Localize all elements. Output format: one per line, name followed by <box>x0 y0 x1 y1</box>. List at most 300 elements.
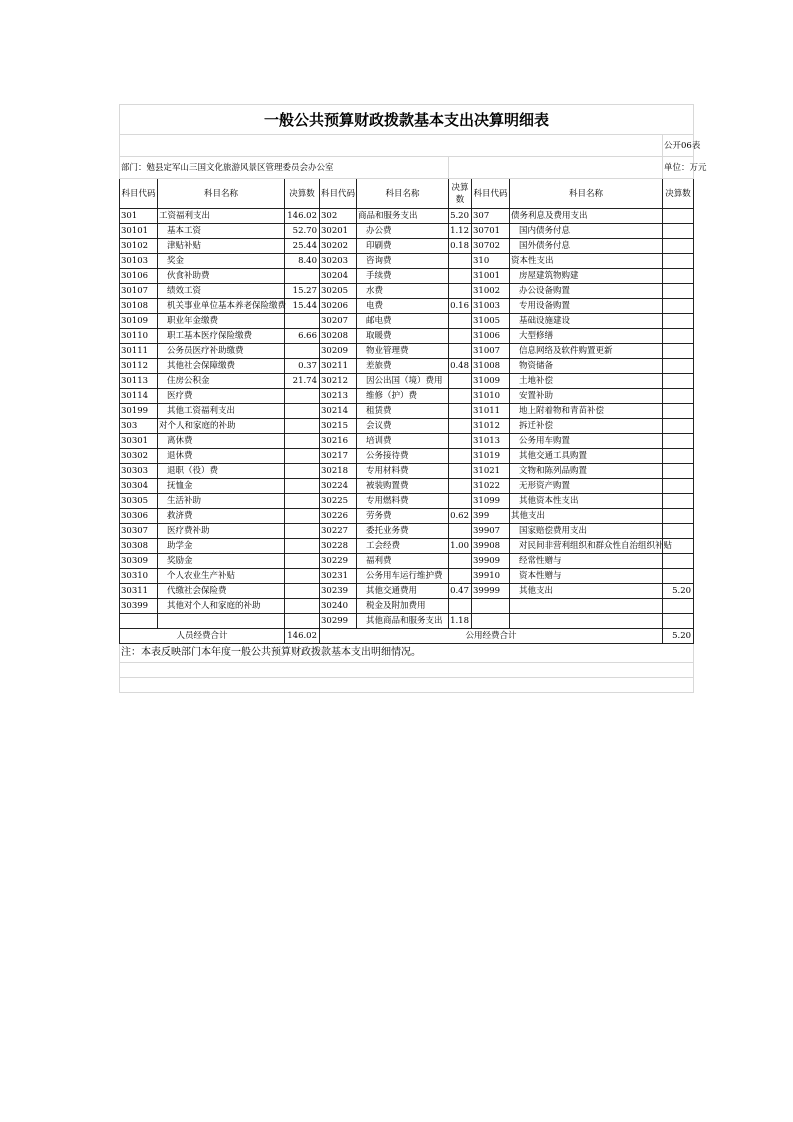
table-row <box>120 494 694 509</box>
cell-code: 30302 <box>120 449 158 464</box>
cell-amount <box>449 569 472 584</box>
cell-name: 专用设备购置 <box>510 299 663 314</box>
cell-name: 其他交通工具购置 <box>510 449 663 464</box>
header-name: 科目名称 <box>357 179 449 209</box>
cell-name: 基础设施建设 <box>510 314 663 329</box>
table-row <box>120 224 694 239</box>
cell-code: 30225 <box>320 494 357 509</box>
table-row <box>120 464 694 479</box>
cell-amount <box>285 434 320 449</box>
cell-amount <box>285 419 320 434</box>
cell-amount: 25.44 <box>285 239 320 254</box>
cell-code: 31099 <box>472 494 510 509</box>
cell-name: 土地补偿 <box>510 374 663 389</box>
cell-amount <box>285 509 320 524</box>
cell-code: 30231 <box>320 569 357 584</box>
cell-name: 物资储备 <box>510 359 663 374</box>
cell-name: 培训费 <box>357 434 449 449</box>
cell-amount <box>663 299 694 314</box>
cell-code: 30211 <box>320 359 357 374</box>
table-row <box>120 359 694 374</box>
cell-code: 30111 <box>120 344 158 359</box>
cell-amount <box>285 479 320 494</box>
cell-name: 公务用车购置 <box>510 434 663 449</box>
cell-name: 物业管理费 <box>357 344 449 359</box>
cell-name: 其他社会保障缴费 <box>158 359 285 374</box>
table-row <box>120 239 694 254</box>
cell-amount <box>449 269 472 284</box>
page-title: 一般公共预算财政拨款基本支出决算明细表 <box>120 105 694 135</box>
cell-amount <box>663 224 694 239</box>
cell-code: 30399 <box>120 599 158 614</box>
cell-code: 30239 <box>320 584 357 599</box>
cell-name: 医疗费补助 <box>158 524 285 539</box>
cell-amount <box>663 494 694 509</box>
table-row <box>120 434 694 449</box>
cell-name: 经常性赠与 <box>510 554 663 569</box>
cell-amount <box>285 569 320 584</box>
cell-name: 劳务费 <box>357 509 449 524</box>
cell-name: 退休费 <box>158 449 285 464</box>
cell-name: 生活补助 <box>158 494 285 509</box>
cell-code: 30215 <box>320 419 357 434</box>
cell-code: 30218 <box>320 464 357 479</box>
cell-code: 31013 <box>472 434 510 449</box>
cell-code: 30102 <box>120 239 158 254</box>
cell-code: 30112 <box>120 359 158 374</box>
header-name: 科目名称 <box>158 179 285 209</box>
cell-code: 30108 <box>120 299 158 314</box>
table-row <box>120 599 694 614</box>
cell-amount <box>663 269 694 284</box>
cell-amount <box>449 419 472 434</box>
cell-code: 30214 <box>320 404 357 419</box>
cell-code: 30212 <box>320 374 357 389</box>
cell-amount <box>663 374 694 389</box>
cell-amount <box>285 584 320 599</box>
cell-code: 31011 <box>472 404 510 419</box>
cell-code: 30216 <box>320 434 357 449</box>
table-row <box>120 584 694 599</box>
cell-name: 个人农业生产补贴 <box>158 569 285 584</box>
cell-name: 公务员医疗补助缴费 <box>158 344 285 359</box>
cell-name: 其他资本性支出 <box>510 494 663 509</box>
cell-amount <box>449 449 472 464</box>
cell-amount: 1.12 <box>449 224 472 239</box>
cell-name: 电费 <box>357 299 449 314</box>
cell-name: 公务接待费 <box>357 449 449 464</box>
personnel-total-label: 人员经费合计 <box>120 629 285 644</box>
cell-name <box>510 599 663 614</box>
table-header-row <box>120 179 694 209</box>
cell-amount <box>663 404 694 419</box>
cell-amount <box>449 344 472 359</box>
cell-code: 31003 <box>472 299 510 314</box>
table-row <box>120 254 694 269</box>
totals-row <box>120 629 694 644</box>
cell-amount: 15.27 <box>285 284 320 299</box>
cell-code: 30204 <box>320 269 357 284</box>
cell-code: 30303 <box>120 464 158 479</box>
cell-amount <box>285 344 320 359</box>
cell-code: 310 <box>472 254 510 269</box>
cell-code: 30213 <box>320 389 357 404</box>
header-amount: 决算数 <box>663 179 694 209</box>
cell-amount <box>449 404 472 419</box>
cell-code: 39908 <box>472 539 510 554</box>
cell-name: 对个人和家庭的补助 <box>158 419 285 434</box>
cell-code: 30227 <box>320 524 357 539</box>
cell-code: 30103 <box>120 254 158 269</box>
table-row <box>120 299 694 314</box>
cell-amount <box>285 494 320 509</box>
cell-amount <box>663 419 694 434</box>
cell-code: 30299 <box>320 614 357 629</box>
public-total-label: 公用经费合计 <box>320 629 663 644</box>
cell-code: 30229 <box>320 554 357 569</box>
cell-code: 30224 <box>320 479 357 494</box>
cell-name: 专用燃料费 <box>357 494 449 509</box>
cell-amount <box>285 554 320 569</box>
table-row <box>120 269 694 284</box>
cell-code: 31022 <box>472 479 510 494</box>
cell-amount: 5.20 <box>663 584 694 599</box>
cell-code: 31001 <box>472 269 510 284</box>
public-total-value: 5.20 <box>663 629 694 644</box>
cell-name: 伙食补助费 <box>158 269 285 284</box>
cell-code: 30304 <box>120 479 158 494</box>
header-code: 科目代码 <box>120 179 158 209</box>
cell-code: 30101 <box>120 224 158 239</box>
cell-name: 房屋建筑物购建 <box>510 269 663 284</box>
cell-amount <box>663 434 694 449</box>
cell-code <box>472 599 510 614</box>
cell-code <box>120 614 158 629</box>
cell-amount <box>285 599 320 614</box>
cell-name <box>158 614 285 629</box>
table-row <box>120 314 694 329</box>
cell-amount <box>449 314 472 329</box>
cell-name: 公务用车运行维护费 <box>357 569 449 584</box>
cell-name: 水费 <box>357 284 449 299</box>
cell-code: 39910 <box>472 569 510 584</box>
cell-name: 离休费 <box>158 434 285 449</box>
cell-amount: 5.20 <box>449 209 472 224</box>
cell-amount <box>663 359 694 374</box>
cell-code: 39999 <box>472 584 510 599</box>
cell-amount: 1.00 <box>449 539 472 554</box>
cell-name: 债务利息及费用支出 <box>510 209 663 224</box>
cell-name: 差旅费 <box>357 359 449 374</box>
cell-name: 资本性支出 <box>510 254 663 269</box>
cell-code: 30306 <box>120 509 158 524</box>
cell-code: 30307 <box>120 524 158 539</box>
table-row <box>120 284 694 299</box>
cell-amount <box>449 494 472 509</box>
cell-name: 文物和陈列品购置 <box>510 464 663 479</box>
cell-name: 基本工资 <box>158 224 285 239</box>
cell-name: 拆迁补偿 <box>510 419 663 434</box>
department-label: 部门：勉县定军山三国文化旅游风景区管理委员会办公室 <box>120 157 449 179</box>
cell-name: 税金及附加费用 <box>357 599 449 614</box>
cell-name: 商品和服务支出 <box>357 209 449 224</box>
cell-amount: 0.48 <box>449 359 472 374</box>
cell-name: 被装购置费 <box>357 479 449 494</box>
cell-code: 31010 <box>472 389 510 404</box>
table-row <box>120 329 694 344</box>
cell-amount: 21.74 <box>285 374 320 389</box>
cell-amount <box>285 524 320 539</box>
cell-amount <box>285 269 320 284</box>
cell-amount <box>449 434 472 449</box>
table-row <box>120 209 694 224</box>
cell-name: 信息网络及软件购置更新 <box>510 344 663 359</box>
cell-code: 31008 <box>472 359 510 374</box>
cell-code: 31005 <box>472 314 510 329</box>
cell-name: 工资福利支出 <box>158 209 285 224</box>
cell-name: 机关事业单位基本养老保险缴费 <box>158 299 285 314</box>
cell-code: 30309 <box>120 554 158 569</box>
cell-code: 30226 <box>320 509 357 524</box>
cell-amount: 0.62 <box>449 509 472 524</box>
cell-name: 大型修缮 <box>510 329 663 344</box>
cell-name: 福利费 <box>357 554 449 569</box>
cell-code: 31007 <box>472 344 510 359</box>
cell-code: 30106 <box>120 269 158 284</box>
cell-code: 30308 <box>120 539 158 554</box>
table-row <box>120 374 694 389</box>
cell-amount: 15.44 <box>285 299 320 314</box>
cell-code: 30203 <box>320 254 357 269</box>
cell-amount: 146.02 <box>285 209 320 224</box>
cell-name: 救济费 <box>158 509 285 524</box>
cell-name: 地上附着物和青苗补偿 <box>510 404 663 419</box>
cell-name: 助学金 <box>158 539 285 554</box>
cell-name: 奖金 <box>158 254 285 269</box>
cell-code: 31009 <box>472 374 510 389</box>
cell-amount <box>663 344 694 359</box>
unit-label: 单位：万元 <box>663 157 694 179</box>
table-row <box>120 449 694 464</box>
cell-code: 30205 <box>320 284 357 299</box>
cell-amount <box>663 569 694 584</box>
cell-amount <box>663 599 694 614</box>
cell-amount <box>449 599 472 614</box>
table-row <box>120 569 694 584</box>
cell-code <box>472 614 510 629</box>
cell-amount <box>663 254 694 269</box>
cell-code: 30201 <box>320 224 357 239</box>
cell-name: 办公费 <box>357 224 449 239</box>
personnel-total-value: 146.02 <box>285 629 320 644</box>
cell-name: 津贴补贴 <box>158 239 285 254</box>
cell-code: 30228 <box>320 539 357 554</box>
cell-code: 30311 <box>120 584 158 599</box>
cell-amount: 1.18 <box>449 614 472 629</box>
cell-name: 国家赔偿费用支出 <box>510 524 663 539</box>
cell-code: 30209 <box>320 344 357 359</box>
cell-amount <box>449 389 472 404</box>
cell-name: 其他工资福利支出 <box>158 404 285 419</box>
cell-amount <box>663 284 694 299</box>
header-code: 科目代码 <box>320 179 357 209</box>
cell-name: 职工基本医疗保险缴费 <box>158 329 285 344</box>
cell-name: 印刷费 <box>357 239 449 254</box>
cell-amount: 0.18 <box>449 239 472 254</box>
cell-code: 30199 <box>120 404 158 419</box>
table-row <box>120 419 694 434</box>
cell-amount <box>285 404 320 419</box>
cell-code: 30305 <box>120 494 158 509</box>
cell-amount <box>663 554 694 569</box>
header-code: 科目代码 <box>472 179 510 209</box>
cell-code: 30301 <box>120 434 158 449</box>
cell-name: 国外债务付息 <box>510 239 663 254</box>
table-row <box>120 509 694 524</box>
cell-code: 30113 <box>120 374 158 389</box>
cell-name: 绩效工资 <box>158 284 285 299</box>
cell-amount <box>663 314 694 329</box>
cell-code: 30208 <box>320 329 357 344</box>
cell-name: 维修（护）费 <box>357 389 449 404</box>
cell-name: 邮电费 <box>357 314 449 329</box>
cell-code: 303 <box>120 419 158 434</box>
cell-amount <box>285 539 320 554</box>
cell-amount: 6.66 <box>285 329 320 344</box>
cell-name: 会议费 <box>357 419 449 434</box>
cell-code: 30107 <box>120 284 158 299</box>
table-row <box>120 614 694 629</box>
cell-code: 39907 <box>472 524 510 539</box>
table-row <box>120 524 694 539</box>
cell-amount <box>663 464 694 479</box>
cell-amount <box>449 329 472 344</box>
cell-code: 30702 <box>472 239 510 254</box>
cell-amount: 0.47 <box>449 584 472 599</box>
cell-name: 取暖费 <box>357 329 449 344</box>
cell-name: 退职（役）费 <box>158 464 285 479</box>
table-row <box>120 539 694 554</box>
cell-code: 301 <box>120 209 158 224</box>
cell-name: 对民间非营利组织和群众性自治组织补贴 <box>510 539 663 554</box>
cell-name: 医疗费 <box>158 389 285 404</box>
cell-name: 职业年金缴费 <box>158 314 285 329</box>
cell-amount <box>663 614 694 629</box>
cell-code: 399 <box>472 509 510 524</box>
cell-code: 307 <box>472 209 510 224</box>
cell-code: 30206 <box>320 299 357 314</box>
cell-name: 其他支出 <box>510 584 663 599</box>
cell-code: 31002 <box>472 284 510 299</box>
report-sheet <box>119 104 707 693</box>
cell-amount <box>449 254 472 269</box>
cell-name: 资本性赠与 <box>510 569 663 584</box>
cell-code: 30310 <box>120 569 158 584</box>
cell-name: 租赁费 <box>357 404 449 419</box>
cell-name: 手续费 <box>357 269 449 284</box>
cell-amount <box>663 449 694 464</box>
cell-code: 31021 <box>472 464 510 479</box>
cell-name: 其他商品和服务支出 <box>357 614 449 629</box>
cell-name: 委托业务费 <box>357 524 449 539</box>
table-row <box>120 479 694 494</box>
cell-amount <box>663 524 694 539</box>
cell-amount <box>663 509 694 524</box>
cell-amount <box>285 449 320 464</box>
header-name: 科目名称 <box>510 179 663 209</box>
cell-code: 39909 <box>472 554 510 569</box>
cell-code: 302 <box>320 209 357 224</box>
table-row <box>120 344 694 359</box>
cell-code: 30207 <box>320 314 357 329</box>
header-amount: 决算数 <box>285 179 320 209</box>
cell-amount <box>449 284 472 299</box>
cell-code: 30240 <box>320 599 357 614</box>
cell-name: 工会经费 <box>357 539 449 554</box>
cell-amount: 8.40 <box>285 254 320 269</box>
cell-code: 30110 <box>120 329 158 344</box>
cell-amount <box>285 614 320 629</box>
cell-name: 无形资产购置 <box>510 479 663 494</box>
cell-amount: 0.16 <box>449 299 472 314</box>
cell-amount <box>449 374 472 389</box>
cell-amount: 0.37 <box>285 359 320 374</box>
table-row <box>120 389 694 404</box>
cell-name: 奖励金 <box>158 554 285 569</box>
cell-name: 因公出国（境）费用 <box>357 374 449 389</box>
cell-code: 30109 <box>120 314 158 329</box>
form-number: 公开06表 <box>663 135 694 157</box>
cell-name: 专用材料费 <box>357 464 449 479</box>
cell-amount <box>663 329 694 344</box>
header-amount: 决算 数 <box>449 179 472 209</box>
cell-name <box>510 614 663 629</box>
cell-amount <box>663 239 694 254</box>
cell-amount <box>285 314 320 329</box>
cell-amount <box>449 524 472 539</box>
cell-name: 国内债务付息 <box>510 224 663 239</box>
cell-code: 31012 <box>472 419 510 434</box>
cell-amount <box>663 209 694 224</box>
cell-code: 30217 <box>320 449 357 464</box>
cell-name: 其他对个人和家庭的补助 <box>158 599 285 614</box>
cell-amount <box>663 479 694 494</box>
cell-name: 安置补助 <box>510 389 663 404</box>
cell-name: 抚恤金 <box>158 479 285 494</box>
cell-amount: 52.70 <box>285 224 320 239</box>
cell-amount <box>449 479 472 494</box>
footnote: 注：本表反映部门本年度一般公共预算财政拨款基本支出明细情况。 <box>120 644 694 663</box>
cell-name: 办公设备购置 <box>510 284 663 299</box>
cell-code: 30114 <box>120 389 158 404</box>
table-row <box>120 404 694 419</box>
cell-amount <box>663 389 694 404</box>
cell-name: 代缴社会保险费 <box>158 584 285 599</box>
cell-amount <box>285 464 320 479</box>
report-table <box>119 104 707 693</box>
cell-amount <box>449 554 472 569</box>
cell-code: 30701 <box>472 224 510 239</box>
cell-code: 31019 <box>472 449 510 464</box>
cell-code: 30202 <box>320 239 357 254</box>
cell-name: 咨询费 <box>357 254 449 269</box>
cell-amount <box>285 389 320 404</box>
cell-name: 其他交通费用 <box>357 584 449 599</box>
cell-amount <box>449 464 472 479</box>
cell-code: 31006 <box>472 329 510 344</box>
cell-name: 住房公积金 <box>158 374 285 389</box>
cell-name: 其他支出 <box>510 509 663 524</box>
